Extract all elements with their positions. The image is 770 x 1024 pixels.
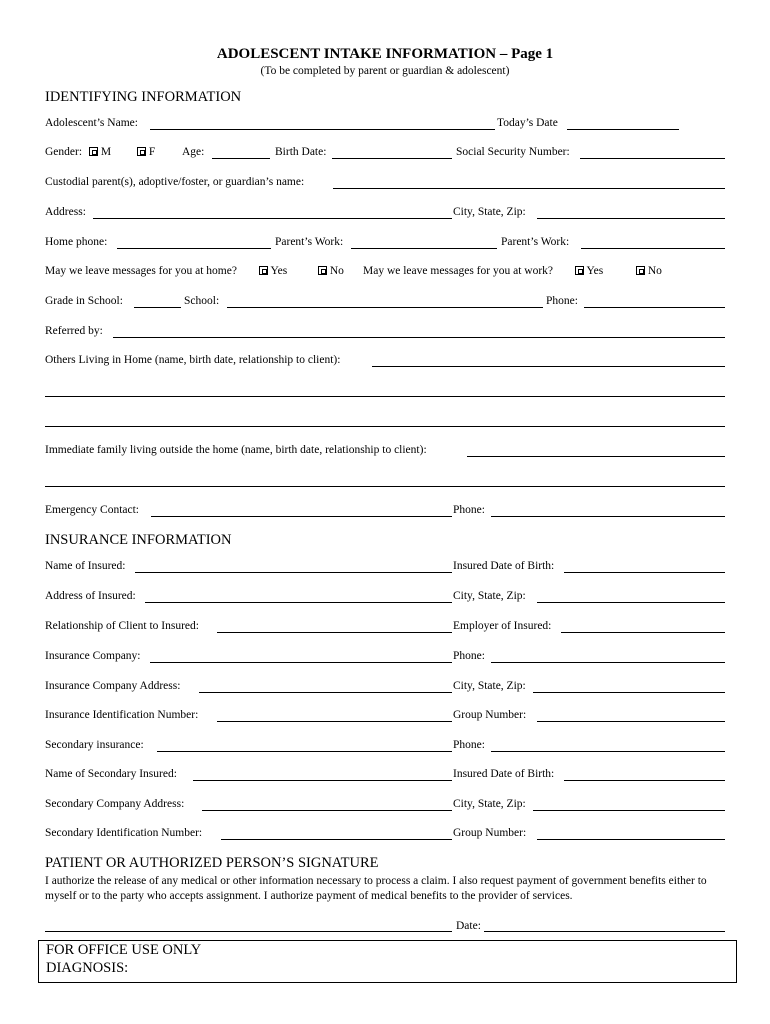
todays-date-field[interactable] (567, 129, 679, 130)
company-field[interactable] (150, 662, 452, 663)
msg-home-label: May we leave messages for you at home? (45, 265, 237, 277)
company-address-label: Insurance Company Address: (45, 680, 181, 692)
gender-male-label: M (100, 146, 112, 158)
emergency-phone-label: Phone: (453, 504, 485, 516)
address-insured-field[interactable] (145, 602, 452, 603)
age-label: Age: (182, 146, 205, 158)
parents-work-label-2: Parent’s Work: (501, 236, 570, 248)
name-insured-field[interactable] (135, 572, 452, 573)
birth-date-field[interactable] (332, 158, 452, 159)
signature-heading: PATIENT OR AUTHORIZED PERSON’S SIGNATURE (45, 855, 379, 871)
checkbox-icon[interactable] (636, 266, 645, 275)
grade-label: Grade in School: (45, 295, 123, 307)
checkbox-icon[interactable] (259, 266, 268, 275)
relationship-label: Relationship of Client to Insured: (45, 620, 199, 632)
school-field[interactable] (227, 307, 543, 308)
school-label: School: (184, 295, 220, 307)
employer-field[interactable] (561, 632, 725, 633)
company-phone-label: Phone: (453, 650, 485, 662)
msg-home-yes-label: Yes (270, 265, 288, 277)
id-number-field[interactable] (217, 721, 452, 722)
address-field[interactable] (93, 218, 452, 219)
signature-field[interactable] (45, 931, 452, 932)
others-living-label: Others Living in Home (name, birth date, relationship to client): (45, 354, 341, 366)
ssn-field[interactable] (580, 158, 725, 159)
identifying-heading: IDENTIFYING INFORMATION (45, 89, 242, 105)
msg-home-no-label: No (329, 265, 344, 277)
birth-date-label: Birth Date: (275, 146, 327, 158)
gender-female-option[interactable] (137, 146, 155, 159)
custodial-field[interactable] (333, 188, 725, 189)
name-insured-label: Name of Insured: (45, 560, 126, 572)
gender-male-option[interactable] (89, 146, 111, 159)
secondary-group-field[interactable] (537, 839, 725, 840)
secondary-phone-label: Phone: (453, 739, 485, 751)
secondary-id-label: Secondary Identification Number: (45, 827, 203, 839)
secondary-group-label: Group Number: (453, 827, 527, 839)
checkbox-icon[interactable] (89, 147, 98, 156)
city-state-zip-field[interactable] (537, 218, 725, 219)
secondary-city-label: City, State, Zip: (453, 798, 526, 810)
adolescent-name-label: Adolescent’s Name: (45, 117, 138, 129)
group-number-field[interactable] (537, 721, 725, 722)
emergency-contact-label: Emergency Contact: (45, 504, 139, 516)
secondary-insurance-label: Secondary insurance: (45, 739, 144, 751)
school-phone-field[interactable] (584, 307, 725, 308)
parents-work-label-1: Parent’s Work: (275, 236, 344, 248)
secondary-company-address-label: Secondary Company Address: (45, 798, 185, 810)
insured-city-field[interactable] (537, 602, 725, 603)
referred-by-label: Referred by: (45, 325, 103, 337)
msg-work-no-option[interactable] (636, 265, 662, 278)
company-phone-field[interactable] (491, 662, 725, 663)
grade-field[interactable] (134, 307, 181, 308)
name-secondary-label: Name of Secondary Insured: (45, 768, 177, 780)
todays-date-label: Today’s Date (497, 117, 558, 129)
office-use-box (38, 940, 737, 983)
insured-dob-field[interactable] (564, 572, 725, 573)
insured-dob-label: Insured Date of Birth: (453, 560, 555, 572)
signature-date-label: Date: (456, 920, 481, 932)
city-state-zip-label: City, State, Zip: (453, 206, 526, 218)
referred-by-field[interactable] (113, 337, 725, 338)
home-phone-field[interactable] (117, 248, 271, 249)
immediate-family-line-2[interactable] (45, 486, 725, 487)
others-living-line-3[interactable] (45, 426, 725, 427)
secondary-insurance-field[interactable] (157, 751, 452, 752)
msg-home-yes-option[interactable] (259, 265, 287, 278)
id-number-label: Insurance Identification Number: (45, 709, 199, 721)
secondary-id-field[interactable] (221, 839, 452, 840)
employer-label: Employer of Insured: (453, 620, 552, 632)
secondary-city-field[interactable] (533, 810, 725, 811)
custodial-label: Custodial parent(s), adoptive/foster, or guardian’s name: (45, 176, 305, 188)
parents-work-field-2[interactable] (581, 248, 725, 249)
checkbox-icon[interactable] (575, 266, 584, 275)
emergency-phone-field[interactable] (491, 516, 725, 517)
form-subtitle: (To be completed by parent or guardian & adolescent) (260, 65, 510, 77)
school-phone-label: Phone: (546, 295, 578, 307)
home-phone-label: Home phone: (45, 236, 108, 248)
insurance-heading: INSURANCE INFORMATION (45, 532, 232, 548)
msg-work-yes-option[interactable] (575, 265, 603, 278)
parents-work-field-1[interactable] (351, 248, 497, 249)
secondary-company-address-field[interactable] (202, 810, 452, 811)
diagnosis-label: DIAGNOSIS: (46, 960, 129, 976)
msg-home-no-option[interactable] (318, 265, 344, 278)
secondary-phone-field[interactable] (491, 751, 725, 752)
checkbox-icon[interactable] (318, 266, 327, 275)
msg-work-no-label: No (647, 265, 662, 277)
address-insured-label: Address of Insured: (45, 590, 136, 602)
group-number-label: Group Number: (453, 709, 527, 721)
msg-work-yes-label: Yes (586, 265, 604, 277)
authorization-text: I authorize the release of any medical or other information necessary to process a claim. I also request payment of government benefits either to myself or to the party who accepts assignment. I authorize payment of medical benefits to the provider of services. (45, 875, 707, 902)
secondary-dob-label: Insured Date of Birth: (453, 768, 555, 780)
gender-female-label: F (148, 146, 156, 158)
company-city-field[interactable] (533, 692, 725, 693)
address-label: Address: (45, 206, 86, 218)
others-living-line-2[interactable] (45, 396, 725, 397)
secondary-dob-field[interactable] (564, 780, 725, 781)
immediate-family-label: Immediate family living outside the home (name, birth date, relationship to client): (45, 444, 427, 456)
form-title: ADOLESCENT INTAKE INFORMATION – Page 1 (216, 46, 554, 62)
emergency-contact-field[interactable] (151, 516, 452, 517)
office-use-label: FOR OFFICE USE ONLY (46, 942, 202, 958)
company-city-label: City, State, Zip: (453, 680, 526, 692)
company-address-field[interactable] (199, 692, 452, 693)
relationship-field[interactable] (217, 632, 452, 633)
checkbox-icon[interactable] (137, 147, 146, 156)
name-secondary-field[interactable] (193, 780, 452, 781)
company-label: Insurance Company: (45, 650, 141, 662)
msg-work-label: May we leave messages for you at work? (363, 265, 554, 277)
age-field[interactable] (212, 158, 270, 159)
insured-city-label: City, State, Zip: (453, 590, 526, 602)
adolescent-name-field[interactable] (150, 129, 495, 130)
gender-label: Gender: (45, 146, 83, 158)
others-living-field[interactable] (372, 366, 725, 367)
immediate-family-field[interactable] (467, 456, 725, 457)
ssn-label: Social Security Number: (456, 146, 570, 158)
signature-date-field[interactable] (484, 931, 725, 932)
